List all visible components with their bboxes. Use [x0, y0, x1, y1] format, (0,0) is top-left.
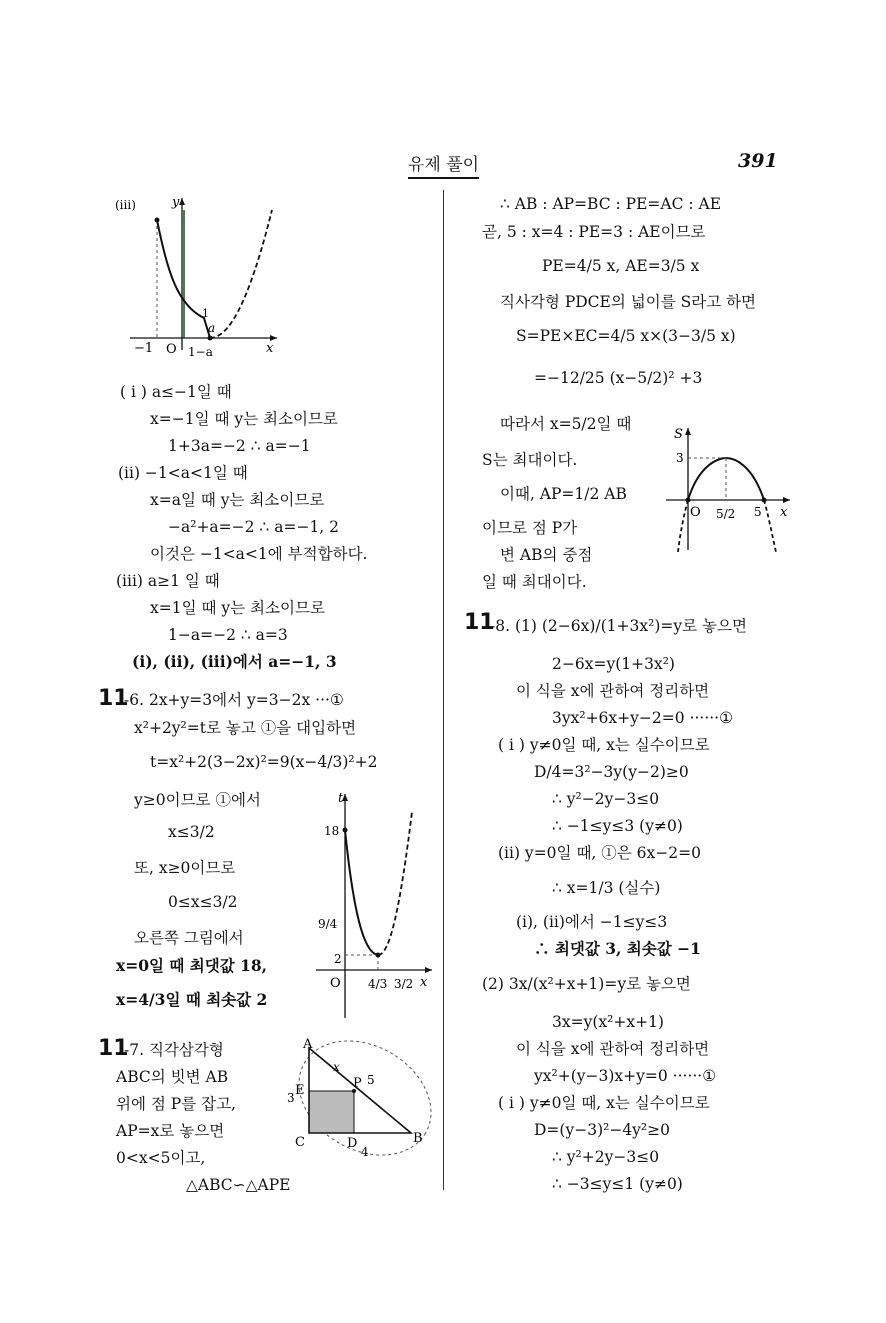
p8-line: (ii) y=0일 때, ①은 6x−2=0 — [498, 844, 701, 862]
graph-case-iii — [112, 190, 292, 365]
left-line: (iii) a≥1 일 때 — [116, 572, 220, 590]
p7-line: ABC의 빗변 AB — [116, 1068, 229, 1086]
p6-line: x≤3/2 — [168, 823, 215, 841]
p7-line: 0<x<5이고, — [116, 1149, 206, 1167]
right-line: S=PE×EC=4/5 x×(3−3/5 x) — [516, 327, 736, 345]
svg-text:x: x — [420, 975, 428, 990]
left-answer: (i), (ii), (iii)에서 a=−1, 3 — [132, 652, 337, 671]
p8-line: yx²+(y−3)x+y=0 ······① — [534, 1067, 717, 1085]
p8-line: D=(y−3)²−4y²≥0 — [534, 1121, 670, 1139]
case-label: (iii) — [115, 198, 136, 212]
left-line: x=a일 때 y는 최소이므로 — [150, 491, 325, 509]
svg-text:x: x — [266, 341, 274, 356]
p8-line: (i), (ii)에서 −1≤y≤3 — [516, 913, 668, 931]
svg-text:D: D — [347, 1136, 358, 1151]
p8-line: ∴ −1≤y≤3 (y≠0) — [552, 817, 683, 835]
p7-line: AP=x로 놓으면 — [116, 1122, 225, 1140]
p8-line: ∴ x=1/3 (실수) — [552, 879, 661, 897]
p8-line: 이 식을 x에 관하여 정리하면 — [516, 682, 710, 700]
p6-line: y≥0이므로 ①에서 — [134, 791, 261, 809]
svg-text:t: t — [338, 791, 344, 806]
svg-text:3: 3 — [676, 451, 684, 465]
p8-line: ( i ) y≠0일 때, x는 실수이므로 — [498, 1094, 710, 1112]
svg-text:4: 4 — [361, 1145, 369, 1159]
p6-line: x²+2y²=t로 놓고 ①을 대입하면 — [134, 719, 357, 737]
right-line: 곧, 5 : x=4 : PE=3 : AE이므로 — [482, 223, 706, 241]
svg-text:4/3: 4/3 — [368, 977, 388, 991]
svg-text:O: O — [330, 976, 341, 991]
p7-line: 위에 점 P를 잡고, — [116, 1095, 236, 1113]
right-line: S는 최대이다. — [482, 451, 578, 469]
right-line: 이때, AP=1/2 AB — [500, 485, 627, 503]
p8-line: ∴ −3≤y≤1 (y≠0) — [552, 1175, 683, 1193]
svg-text:3: 3 — [287, 1091, 295, 1105]
left-line: x=1일 때 y는 최소이므로 — [150, 599, 325, 617]
svg-text:5/2: 5/2 — [716, 507, 736, 521]
svg-text:B: B — [413, 1131, 423, 1146]
p8-line: ∴ 최댓값 3, 최솟값 −1 — [534, 939, 701, 958]
left-line: 이것은 −1<a<1에 부적합하다. — [150, 545, 368, 563]
svg-text:−1: −1 — [134, 341, 154, 356]
svg-text:a: a — [208, 321, 216, 335]
p6-line: t=x²+2(3−2x)²=9(x−4/3)²+2 — [150, 753, 378, 771]
problem-number-6: 11 — [98, 686, 129, 711]
svg-text:E: E — [295, 1083, 305, 1098]
svg-text:1: 1 — [202, 307, 209, 320]
problem-6-head: -6. 2x+y=3에서 y=3−2x ···① — [124, 691, 344, 709]
svg-text:1−a: 1−a — [188, 345, 213, 359]
left-line: x=−1일 때 y는 최소이므로 — [150, 410, 338, 428]
right-line: 변 AB의 중점 — [500, 546, 593, 564]
svg-text:5: 5 — [754, 505, 762, 519]
problem-number-7: 11 — [98, 1036, 129, 1061]
svg-text:y: y — [172, 195, 180, 210]
left-line: ( i ) a≤−1일 때 — [120, 383, 232, 401]
p8-line: D/4=3²−3y(y−2)≥0 — [534, 763, 689, 781]
right-line: 일 때 최대이다. — [482, 573, 587, 591]
left-line: −a²+a=−2 ∴ a=−1, 2 — [168, 518, 340, 536]
header-title: 유제 풀이 — [408, 150, 479, 179]
p8-line: 3yx²+6x+y−2=0 ······① — [552, 709, 733, 727]
svg-text:S: S — [674, 427, 683, 442]
svg-text:3/2: 3/2 — [394, 977, 414, 991]
svg-text:5: 5 — [367, 1073, 375, 1087]
p8-line: ∴ y²+2y−3≤0 — [552, 1148, 660, 1166]
p8-line: 이 식을 x에 관하여 정리하면 — [516, 1040, 710, 1058]
left-line: 1−a=−2 ∴ a=3 — [168, 626, 288, 644]
svg-text:C: C — [295, 1135, 305, 1150]
right-line: 이므로 점 P가 — [482, 519, 578, 537]
p7-line: △ABC∽△APE — [186, 1176, 291, 1194]
svg-text:O: O — [166, 342, 177, 357]
p6-line: x=4/3일 때 최솟값 2 — [116, 990, 268, 1009]
problem-number-8: 11 — [464, 610, 495, 635]
graph-t — [308, 788, 438, 1020]
right-line: 직사각형 PDCE의 넓이를 S라고 하면 — [500, 293, 757, 311]
p8-line: ( i ) y≠0일 때, x는 실수이므로 — [498, 736, 710, 754]
svg-text:2: 2 — [334, 952, 342, 966]
column-divider — [443, 190, 444, 1190]
right-line: ∴ AB : AP=BC : PE=AC : AE — [500, 195, 722, 213]
left-line: 1+3a=−2 ∴ a=−1 — [168, 437, 311, 455]
triangle-figure — [285, 1034, 435, 1164]
svg-text:x: x — [780, 505, 788, 520]
right-line: 따라서 x=5/2일 때 — [500, 415, 632, 433]
graph-S — [664, 424, 794, 554]
svg-text:18: 18 — [324, 824, 340, 838]
right-line: PE=4/5 x, AE=3/5 x — [542, 257, 700, 275]
p6-line: x=0일 때 최댓값 18, — [116, 956, 268, 975]
p6-line: 또, x≥0이므로 — [134, 859, 236, 877]
p8-line: 3x=y(x²+x+1) — [552, 1013, 664, 1031]
svg-text:9/4: 9/4 — [318, 917, 338, 931]
svg-text:x: x — [333, 1060, 340, 1074]
problem-7-head: -7. 직각삼각형 — [124, 1041, 224, 1059]
p6-line: 오른쪽 그림에서 — [134, 929, 244, 947]
problem-8-head: -8. (1) (2−6x)/(1+3x²)=y로 놓으면 — [490, 617, 747, 635]
page-number: 391 — [738, 150, 778, 172]
svg-text:P: P — [353, 1076, 362, 1091]
right-line: =−12/25 (x−5/2)² +3 — [534, 369, 703, 387]
p8-line: ∴ y²−2y−3≤0 — [552, 790, 660, 808]
p6-line: 0≤x≤3/2 — [168, 893, 238, 911]
svg-text:O: O — [690, 505, 701, 520]
p8-line: (2) 3x/(x²+x+1)=y로 놓으면 — [482, 975, 691, 993]
svg-text:A: A — [303, 1037, 313, 1052]
p8-line: 2−6x=y(1+3x²) — [552, 655, 675, 673]
left-line: (ii) −1<a<1일 때 — [118, 464, 248, 482]
